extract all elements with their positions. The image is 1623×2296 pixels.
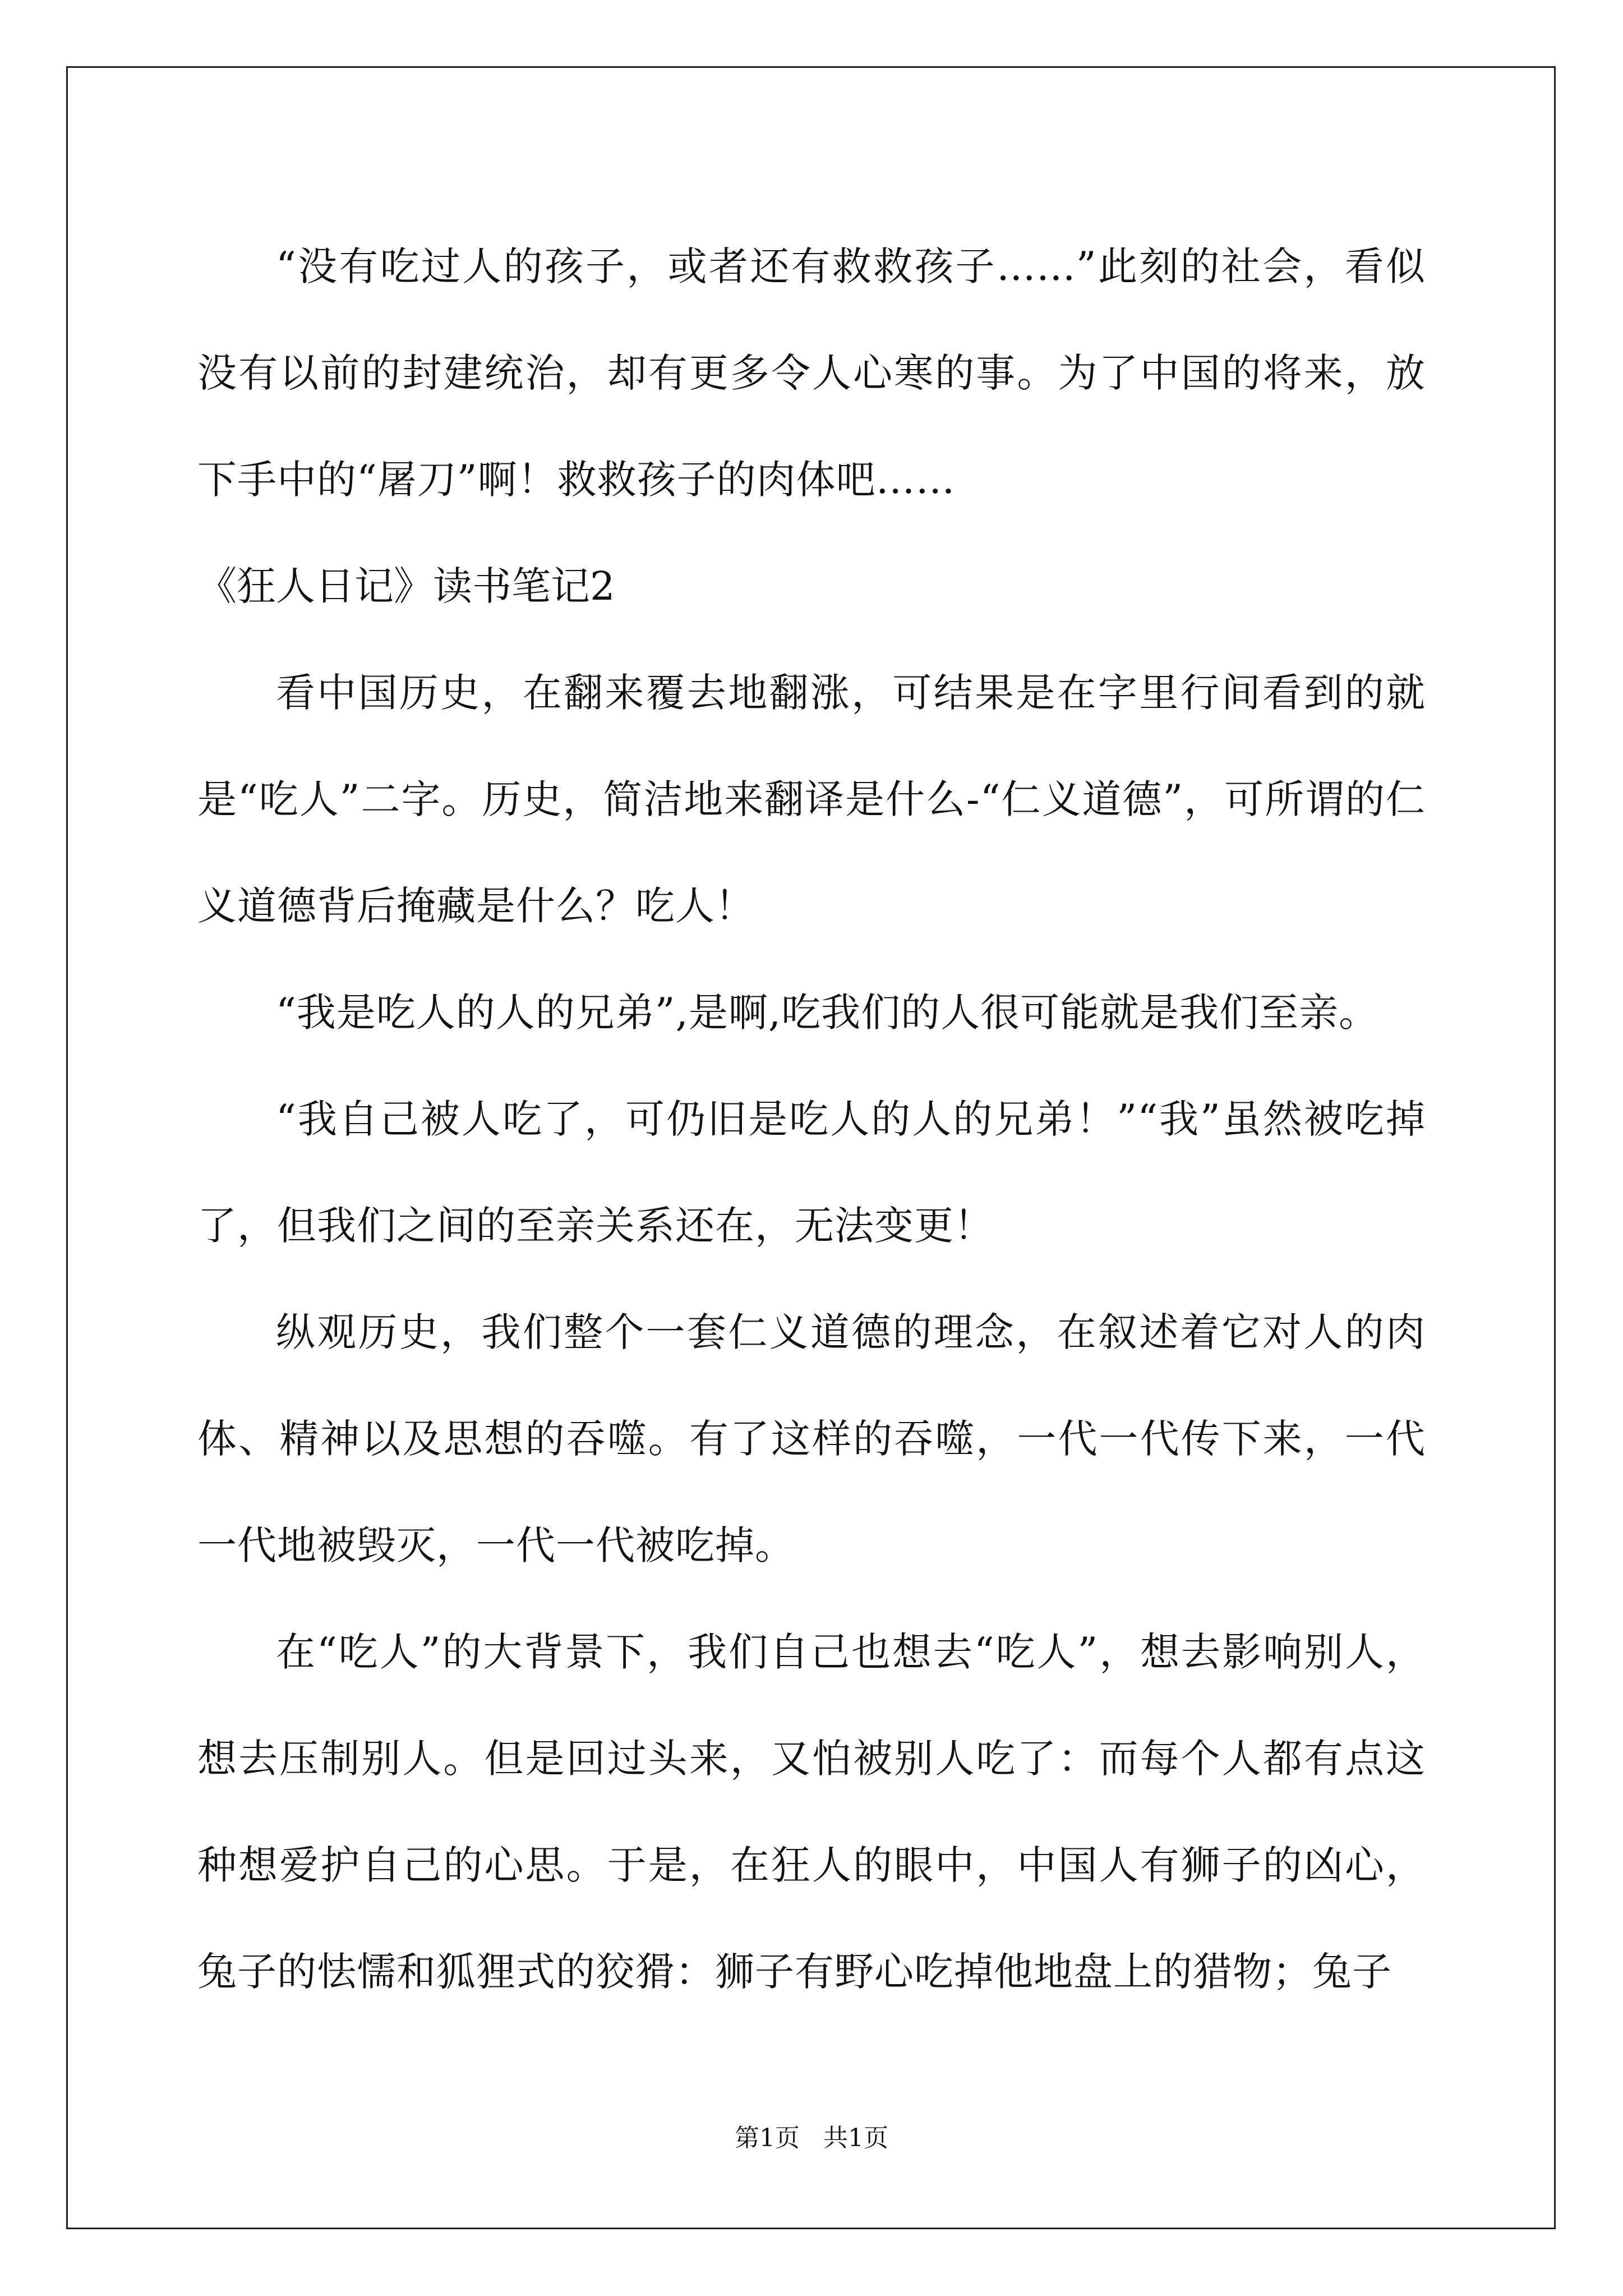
paragraph-overview: 纵观历史，我们整个一套仁义道德的理念，在叙述着它对人的肉体、精神以及思想的吞噬。有了这样的吞噬，一代一代传下来，一代一代地被毁灭，一代一代被吃掉。 bbox=[197, 1309, 1426, 1568]
paragraph-brother: “我是吃人的人的兄弟”,是啊,吃我们的人很可能就是我们至亲。 bbox=[276, 990, 1379, 1036]
paragraph-intro: “没有吃过人的孩子，或者还有救救孩子……”此刻的社会，看似没有以前的封建统治，却有更多令人心寒的事。为了中国的将来，放下手中的“屠刀”啊！救救孩子的肉体吧…… bbox=[197, 243, 1426, 503]
page-total: 共1页 bbox=[823, 2124, 888, 2152]
paragraph-eaten: “我自己被人吃了，可仍旧是吃人的人的兄弟！”“我”虽然被吃掉了，但我们之间的至亲关系还在，无法变更！ bbox=[197, 1096, 1426, 1249]
paragraph-history: 看中国历史，在翻来覆去地翻涨，可结果是在字里行间看到的就是“吃人”二字。历史，简洁地来翻译是什么-“仁义道德”，可所谓的仁义道德背后掩藏是什么？吃人！ bbox=[197, 670, 1426, 929]
page-number: 第1页 bbox=[735, 2124, 800, 2152]
page-footer bbox=[0, 2122, 1623, 2155]
section-heading: 《狂人日记》读书笔记2 bbox=[197, 563, 615, 609]
document-body bbox=[197, 213, 1426, 2025]
paragraph-background: 在“吃人”的大背景下，我们自己也想去“吃人”，想去影响别人，想去压制别人。但是回过头来，又怕被别人吃了：而每个人都有点这种想爱护自己的心思。于是，在狂人的眼中，中国人有狮子的凶心，兔子的怯懦和狐狸式的狡猾：狮子有野心吃掉他地盘上的猎物；兔子 bbox=[197, 1629, 1426, 1995]
